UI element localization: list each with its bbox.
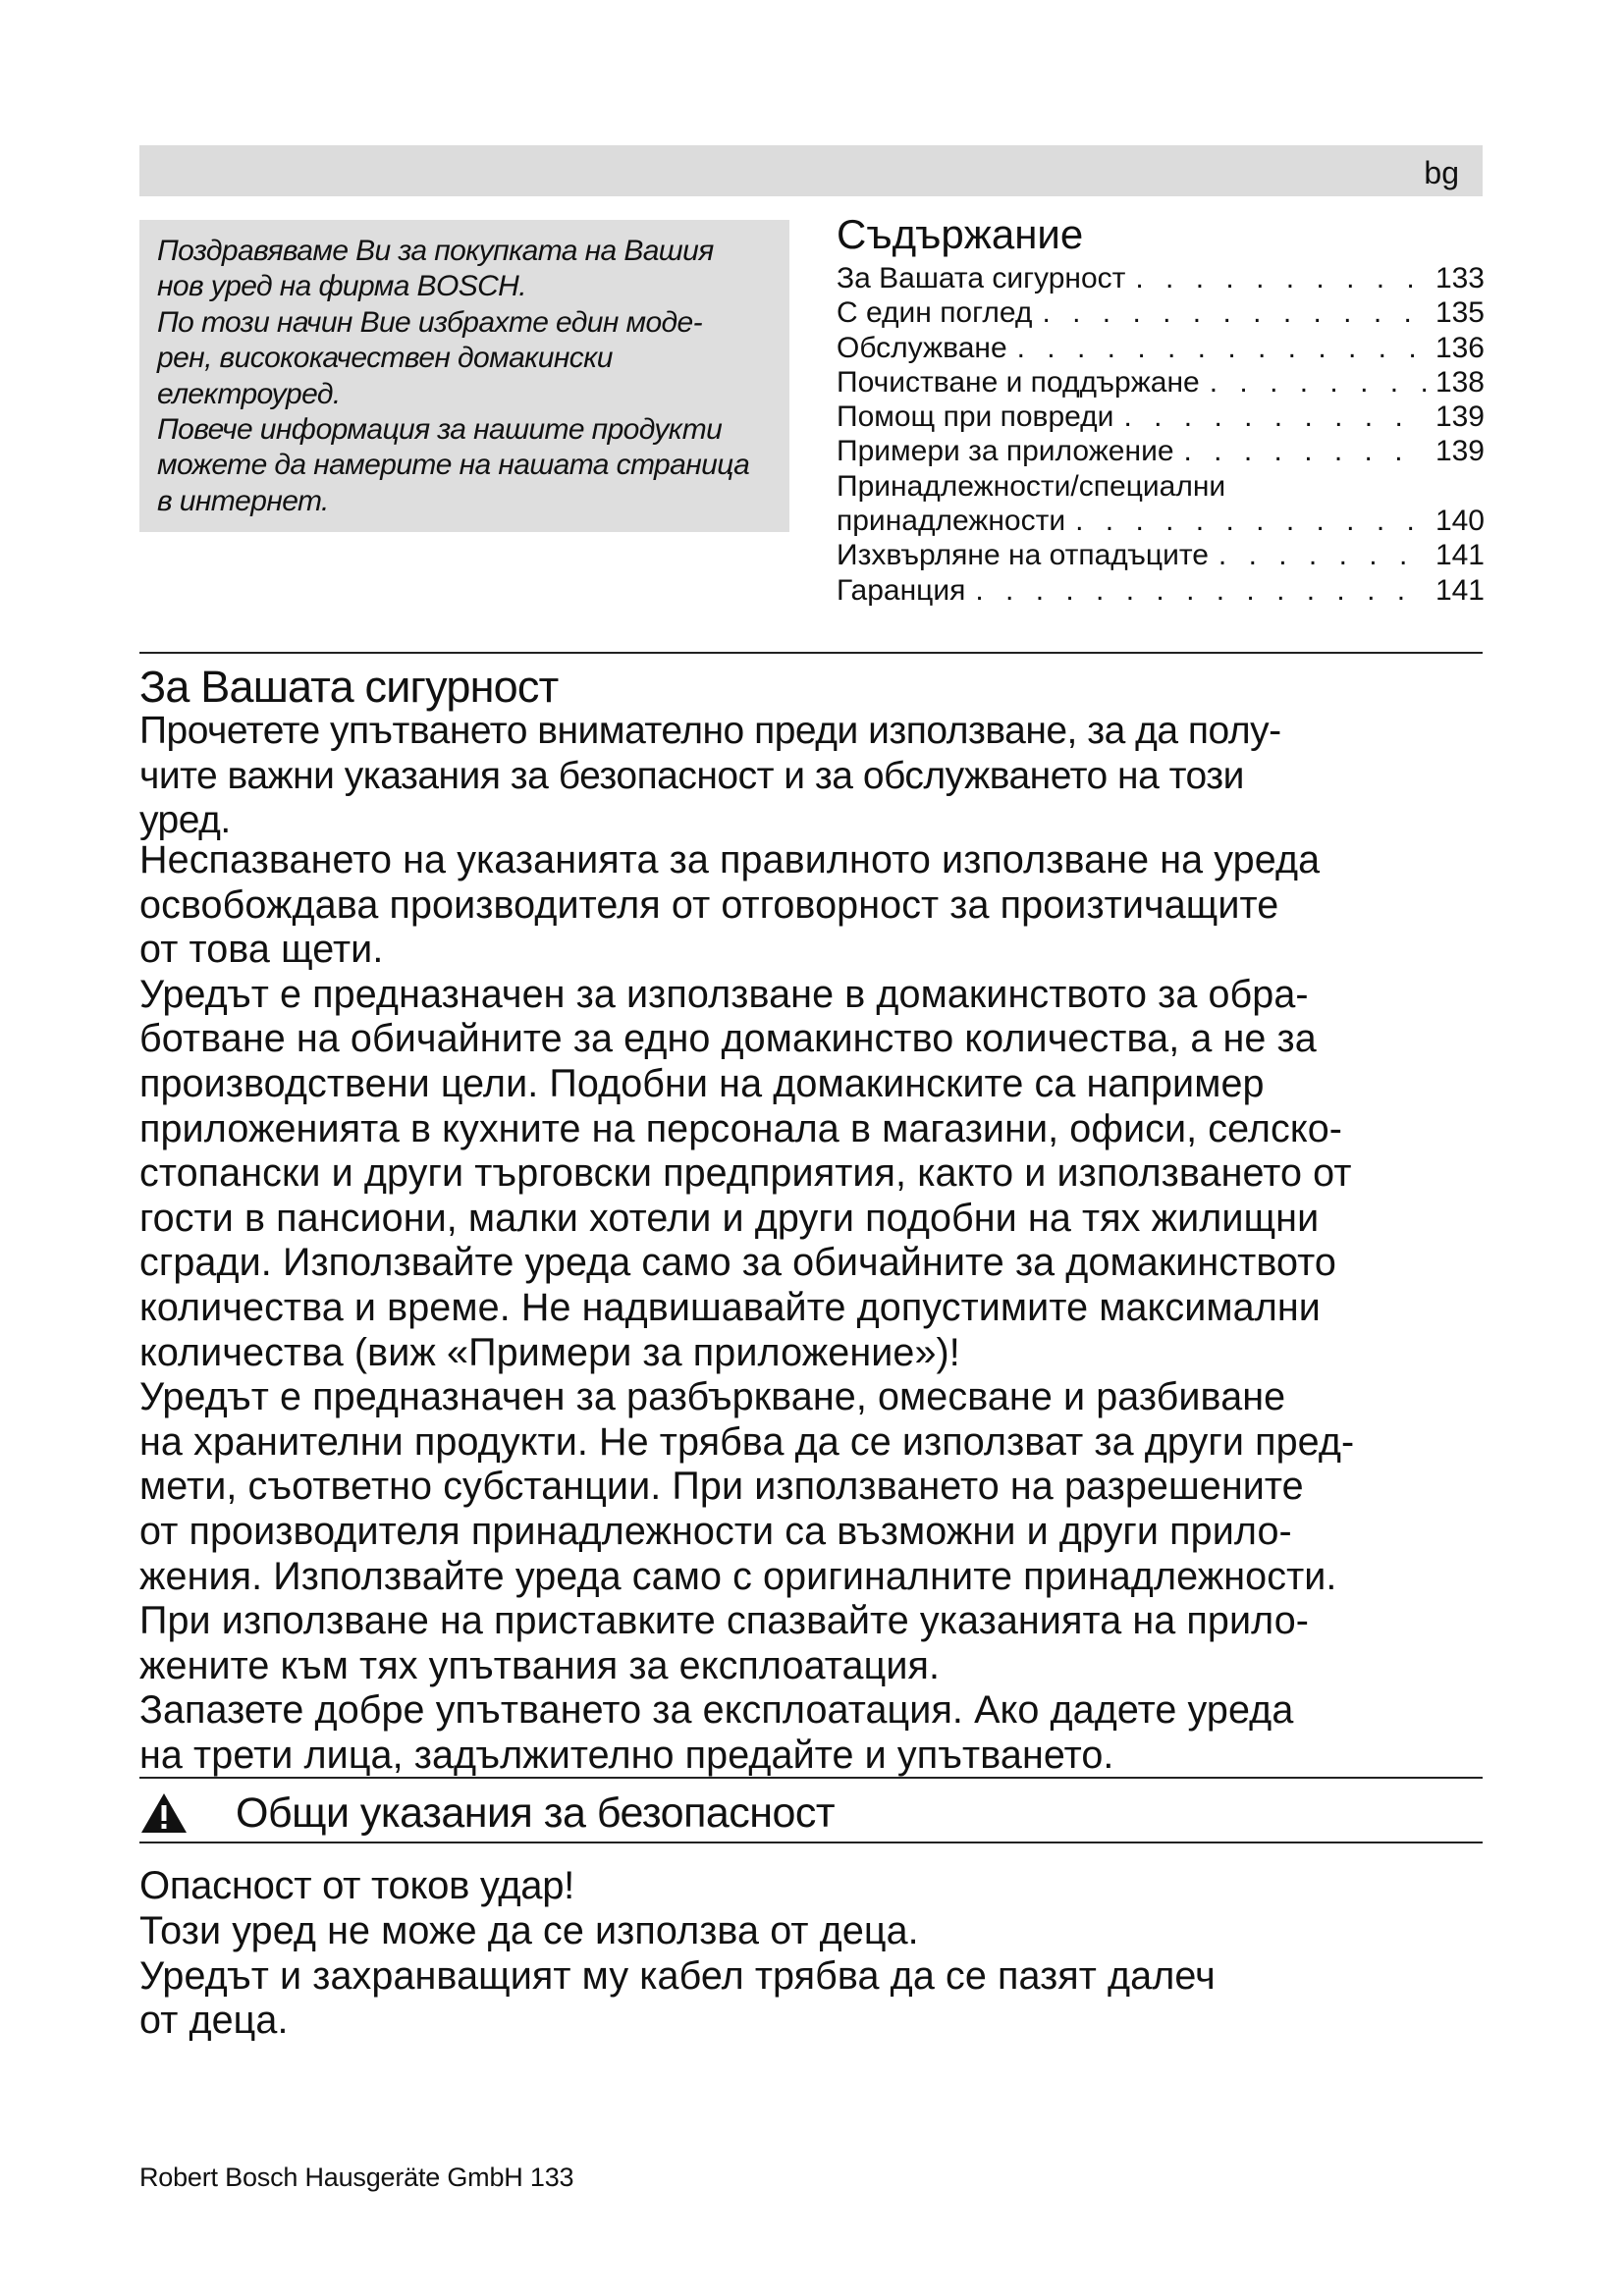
body-line: жения. Използвайте уреда само с оригиналните принадлежности. bbox=[139, 1554, 1337, 1598]
toc-leader-dots bbox=[975, 573, 1426, 608]
intro-line: можете да намерите на нашата страница bbox=[157, 449, 750, 482]
body-line: Този уред не може да се използва от деца. bbox=[139, 1909, 919, 1952]
language-code: bg bbox=[1424, 155, 1459, 190]
toc-entry-page: 139 bbox=[1435, 435, 1485, 468]
intro-line: Повече информация за нашите продукти bbox=[157, 413, 723, 447]
toc-entry-label: Изхвърляне на отпадъците bbox=[837, 539, 1209, 572]
toc-entry-page: 141 bbox=[1435, 539, 1485, 572]
body-line: жените към тях упътвания за експлоатация. bbox=[139, 1643, 941, 1687]
toc-leader-dots bbox=[1210, 365, 1426, 400]
body-line: на хранителни продукти. Не трябва да се използват за други пред- bbox=[139, 1419, 1355, 1464]
page-footer: Robert Bosch Hausgeräte GmbH 133 bbox=[139, 2163, 574, 2192]
toc-entry[interactable] bbox=[837, 295, 1485, 330]
toc-entry-label-line1[interactable]: Принадлежности/специални bbox=[837, 469, 1226, 503]
electric-shock-title: Опасност от токов удар! bbox=[139, 1864, 574, 1907]
toc-entry-page: 140 bbox=[1435, 505, 1485, 538]
toc-leader-dots bbox=[1135, 261, 1426, 295]
body-line: от това щети. bbox=[139, 928, 384, 972]
toc-leader-dots bbox=[1075, 504, 1426, 538]
toc-entry[interactable] bbox=[837, 331, 1485, 365]
intro-line: рен, висококачествен домакински bbox=[157, 342, 613, 375]
toc-entry-page: 133 bbox=[1435, 262, 1485, 294]
intro-box bbox=[139, 220, 789, 532]
toc-entry[interactable] bbox=[837, 573, 1485, 608]
toc-entry-label: Почистване и поддържане bbox=[837, 365, 1200, 399]
section-divider bbox=[139, 1842, 1483, 1843]
body-line: гости в пансиони, малки хотели и други подобни на тях жилищни bbox=[139, 1196, 1320, 1240]
body-line: на трети лица, задължително предайте и упътването. bbox=[139, 1733, 1114, 1777]
toc-entry-label: Гаранция bbox=[837, 573, 966, 607]
body-line: При използване на приставките спазвайте указанията на прило- bbox=[139, 1599, 1310, 1643]
section-title: За Вашата сигурност bbox=[139, 662, 559, 712]
intro-line: електроуред. bbox=[157, 377, 341, 410]
toc-entry[interactable] bbox=[837, 538, 1485, 572]
toc-entry-label: За Вашата сигурност bbox=[837, 262, 1126, 294]
section-body bbox=[139, 838, 1514, 1778]
intro-line: По този начин Вие избрахте един моде- bbox=[157, 305, 702, 339]
toc-leader-dots bbox=[1017, 331, 1426, 365]
body-line: Уредът и захранващият му кабел трябва да се пазят далеч bbox=[139, 1953, 1216, 1998]
body-line: приложенията в кухните на персонала в магазини, офиси, селско- bbox=[139, 1106, 1343, 1150]
body-line: Уредът е предназначен за използване в домакинството за обра- bbox=[139, 972, 1309, 1016]
toc-entry[interactable] bbox=[837, 434, 1485, 468]
body-line: Запазете добре упътването за експлоатация. Ако дадете уреда bbox=[139, 1688, 1294, 1733]
toc-entry-label: Обслужване bbox=[837, 331, 1007, 364]
intro-line: Поздравяваме Ви за покупката на Вашия bbox=[157, 235, 714, 267]
toc-entry-page: 138 bbox=[1435, 365, 1485, 399]
section-divider bbox=[139, 1777, 1483, 1779]
body-line: количества и време. Не надвишавайте допустимите максимални bbox=[139, 1285, 1321, 1329]
toc-entry[interactable] bbox=[837, 261, 1485, 295]
body-line: стопански и други търговски предприятия, както и използването от bbox=[139, 1151, 1352, 1196]
table-of-contents bbox=[837, 208, 1485, 608]
toc-entry[interactable] bbox=[837, 365, 1485, 400]
toc-leader-dots bbox=[1184, 434, 1426, 468]
toc-entry-label: принадлежности bbox=[837, 505, 1066, 538]
toc-leader-dots bbox=[1218, 538, 1426, 572]
toc-entry-label: Помощ при повреди bbox=[837, 400, 1114, 434]
lead-line: уред. bbox=[139, 799, 231, 841]
body-line: от деца. bbox=[139, 1999, 289, 2043]
body-line: количества (виж «Примери за приложение»)! bbox=[139, 1330, 960, 1374]
section-lead bbox=[139, 709, 1494, 843]
toc-entry[interactable] bbox=[837, 400, 1485, 434]
toc-entry-label: С един поглед bbox=[837, 296, 1033, 330]
lead-line: Прочетете упътването внимателно преди използване, за да полу- bbox=[139, 710, 1281, 752]
toc-entry-page: 141 bbox=[1435, 573, 1485, 607]
toc-entry-label: Примери за приложение bbox=[837, 435, 1174, 468]
section-divider bbox=[139, 652, 1483, 654]
toc-entry-page: 136 bbox=[1435, 331, 1485, 364]
toc-leader-dots bbox=[1042, 295, 1425, 330]
body-line: производствени цели. Подобни на домакинските са например bbox=[139, 1061, 1265, 1105]
toc-leader-dots bbox=[1123, 400, 1426, 434]
intro-line: нов уред на фирма BOSCH. bbox=[157, 270, 526, 303]
body-line: Неспазването на указанията за правилното използване на уреда bbox=[139, 838, 1321, 881]
lead-line: чите важни указания за безопасност и за обслужването на този bbox=[139, 754, 1244, 797]
toc-entry[interactable] bbox=[837, 504, 1485, 538]
body-line: ботване на обичайните за едно домакинство количества, а не за bbox=[139, 1017, 1317, 1061]
header-bar bbox=[139, 145, 1483, 196]
toc-entry-page: 139 bbox=[1435, 400, 1485, 434]
warning-triangle-icon bbox=[139, 1791, 189, 1835]
general-safety-title: Общи указания за безопасност bbox=[236, 1789, 836, 1837]
toc-entry-page: 135 bbox=[1435, 296, 1485, 330]
body-line: мети, съответно субстанции. При използването на разрешените bbox=[139, 1465, 1304, 1509]
body-line: сгради. Използвайте уреда само за обичайните за домакинството bbox=[139, 1241, 1336, 1285]
body-line: Уредът е предназначен за разбъркване, омесване и разбиване bbox=[139, 1375, 1286, 1419]
electric-shock-section bbox=[139, 1863, 1514, 2044]
body-line: освобождава производителя от отговорност за произтичащите bbox=[139, 882, 1279, 927]
intro-line: в интернет. bbox=[157, 484, 329, 517]
toc-title: Съдържание bbox=[837, 211, 1084, 257]
general-safety-heading bbox=[139, 1789, 835, 1838]
body-line: от производителя принадлежности са възможни и други прило- bbox=[139, 1509, 1292, 1553]
